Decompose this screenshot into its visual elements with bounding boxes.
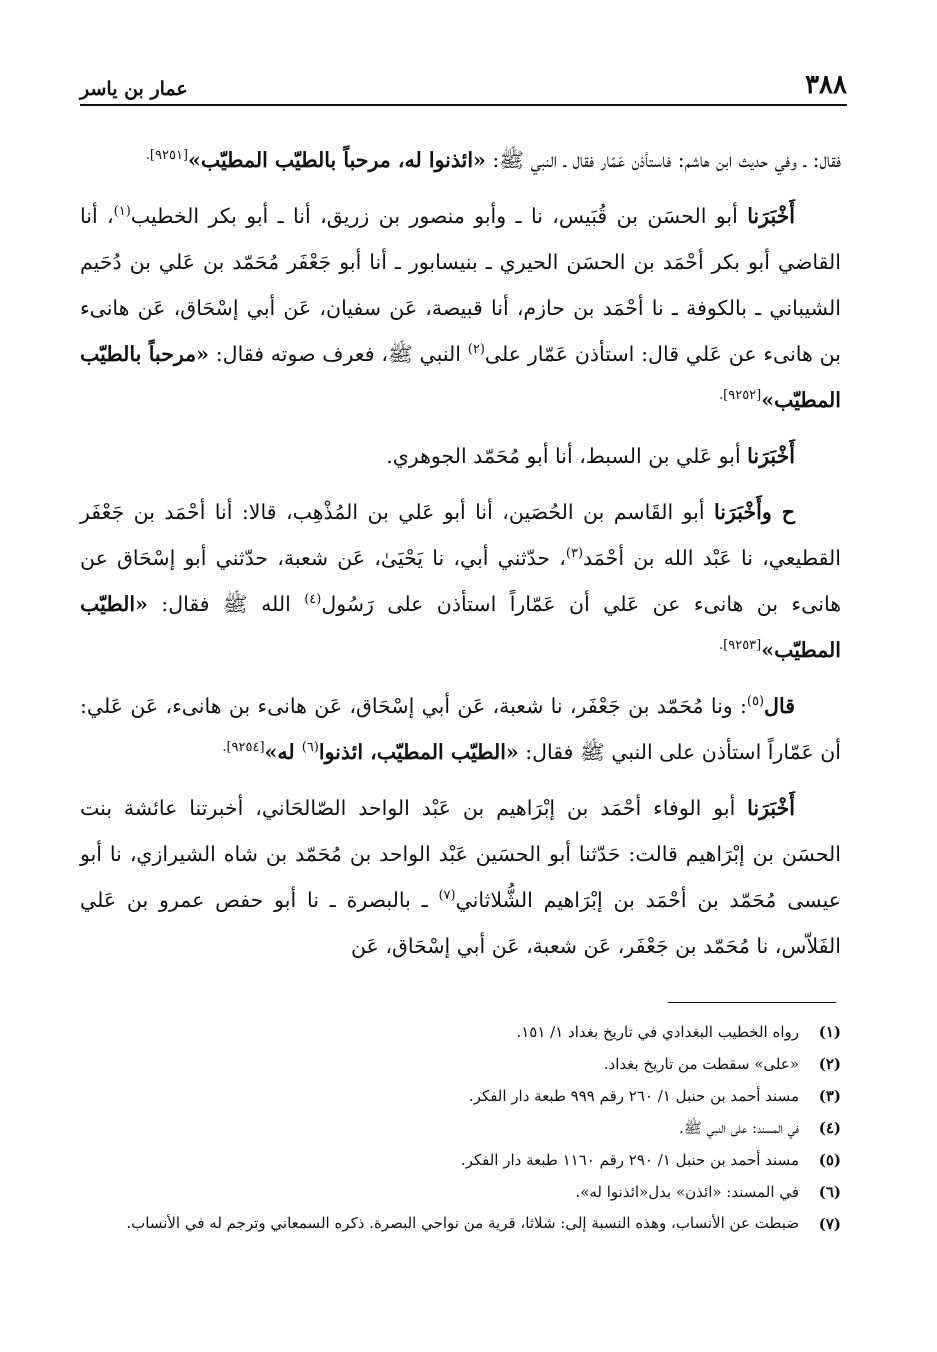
hadith-number: [٩٢٥١]. bbox=[145, 148, 189, 164]
hadith-number: [٩٢٥٢]. bbox=[719, 388, 762, 404]
footnote-number: (٧) bbox=[818, 1215, 841, 1233]
text-run: أبو الوفاء أحْمَد بن إبْرَاهيم بن عَبْد الواحد الصّالحَاني، أخبرتنا عائشة بنت الحسَن بن إبْرَاهيم قالت: حَدّثنا أبو الحسَين عَبْد الواحد بن مُحَمّد بن شاه الشيرازي، نا أبو عيسى مُحَمّد بن أحْمَد بن إبْرَاهيم الشُّلاثاني bbox=[80, 796, 842, 912]
running-title: عمار بن ياسر bbox=[80, 78, 188, 100]
footnote-number: (٣) bbox=[818, 1087, 841, 1105]
footnote-item bbox=[80, 1016, 841, 1048]
text-run: : ونا مُحَمّد بن جَعْفَر، نا شعبة، عَن أبي إسْحَاق، عَن هانىء بن هانىء، عَن عَلي: أن عَمّاراً استأذن على النبي ﷺ فقال: bbox=[80, 694, 841, 764]
text-run: ، أنا القاضي أبو بكر أحْمَد بن الحسَن الحيري ـ بنيسابور ـ أنا أبو جَعْفَر مُحَمّد بن عَلي بن دُحَيم الشيباني ـ بالكوفة ـ نا أحْمَد بن حازم، أنا قبيصة، عَن سفيان، عَن أبي إسْحَاق، عَن هانىء بن هانىء عن عَلي قال: استأذن عَمّار على bbox=[80, 204, 841, 366]
footnote-item bbox=[80, 1208, 841, 1240]
footnote-text: «على» سقطت من تاريخ بغداد. bbox=[603, 1055, 799, 1073]
hadith-quote: «مرحباً بالطيّب المطيّب» bbox=[80, 342, 841, 412]
main-text bbox=[80, 137, 841, 979]
footnote-text: ضبطت عن الأنساب، وهذه النسبة إلى: شلاثا، قرية من نواحي البصرة. ذكره السمعاني وترجم له في الأنساب. bbox=[126, 1214, 799, 1232]
footnote-text: في المسند: على النبي ﷺ. bbox=[678, 1119, 799, 1137]
footnote-ref-6: (٦) bbox=[301, 740, 319, 756]
text-run: ـ بالبصرة ـ نا أبو حفص عمرو بن عَلي الفَلاّس، نا مُحَمّد بن جَعْفَر، عَن شعبة، عَن أبي إسْحَاق، عَن bbox=[80, 888, 841, 958]
paragraph-2 bbox=[80, 193, 841, 423]
paragraph-1 bbox=[80, 137, 841, 183]
footnote-number: (٥) bbox=[818, 1151, 841, 1169]
footnote-number: (٢) bbox=[818, 1055, 841, 1073]
text-run: أبو الحسَن بن قُبَيس، نا ـ وأبو منصور بن زريق، أنا ـ أبو بكر الخطيب bbox=[130, 204, 748, 228]
footnote-item bbox=[80, 1144, 841, 1176]
footnote-number: (١) bbox=[818, 1023, 841, 1041]
hadith-number: [٩٢٥٤]. bbox=[222, 740, 265, 756]
footnote-ref-3: (٣) bbox=[565, 546, 584, 562]
hadith-quote-end: له» bbox=[264, 740, 302, 764]
footnote-item bbox=[80, 1176, 841, 1208]
hadith-quote: «ائذنوا له، مرحباً بالطيّب المطيّب» bbox=[188, 148, 486, 172]
text-run: ، حدّثني أبي، نا يَحْيَىٰ، عَن شعبة، حدّثني أبو إسْحَاق عن هانىء بن هانىء عن عَلي أن عَمّاراً استأذن على رَسُول bbox=[80, 546, 842, 616]
text-run: النبي ﷺ، فعرف صوته فقال: bbox=[208, 342, 468, 366]
footnotes bbox=[80, 1016, 841, 1240]
footnote-item bbox=[80, 1048, 841, 1080]
hadith-number: [٩٢٥٣]. bbox=[719, 638, 762, 654]
footnote-number: (٦) bbox=[818, 1183, 841, 1201]
page-header bbox=[80, 62, 847, 106]
text-run: الله ﷺ فقال: bbox=[147, 592, 305, 616]
footnote-ref-4: (٤) bbox=[304, 592, 322, 608]
footnote-text: في المسند: «ائذن» بدل«ائذنوا له». bbox=[575, 1183, 799, 1201]
text-run: فقال: ـ وفي حديث ابن هاشم: فاستأذن عَمّار فقال ـ النبي ﷺ: bbox=[485, 148, 841, 172]
footnote-ref-5: (٥) bbox=[746, 694, 765, 710]
paragraph-4 bbox=[80, 489, 841, 673]
footnote-text: مسند أحمد بن حنبل ١/ ٢٦٠ رقم ٩٩٩ طبعة دار الفكر. bbox=[468, 1087, 799, 1105]
hadith-quote: «الطيّب المطيّب، ائذنوا bbox=[318, 740, 519, 764]
footnote-item bbox=[80, 1112, 841, 1144]
paragraph-3 bbox=[80, 433, 841, 479]
footnote-ref-2: (٢) bbox=[467, 342, 485, 358]
narration-keyword: ح وأَخْبَرَنا bbox=[714, 500, 795, 524]
text-run: أبو القَاسم بن الحُصَين، أنا أبو عَلي بن المُذْهِب، قالا: أنا أحْمَد بن جَعْفَر القطيعي، نا عَبْد الله بن أحْمَد bbox=[80, 500, 841, 570]
footnote-text: مسند أحمد بن حنبل ١/ ٢٩٠ رقم ١١٦٠ طبعة دار الفكر. bbox=[460, 1151, 799, 1169]
narration-keyword: قال bbox=[764, 694, 795, 718]
paragraph-6 bbox=[80, 785, 841, 969]
narration-keyword: أَخْبَرَنا bbox=[747, 444, 795, 468]
text-run: أبو عَلي بن السبط، أنا أبو مُحَمّد الجوهري. bbox=[386, 444, 748, 468]
footnote-item bbox=[80, 1080, 841, 1112]
hadith-quote: «الطيّب المطيّب» bbox=[80, 592, 841, 662]
paragraph-5 bbox=[80, 683, 841, 775]
narration-keyword: أَخْبَرَنا bbox=[747, 204, 796, 228]
footnote-number: (٤) bbox=[818, 1119, 841, 1137]
footnote-divider bbox=[668, 1002, 836, 1003]
footnote-ref-1: (١) bbox=[113, 204, 131, 220]
footnote-text: رواه الخطيب البغدادي في تاريخ بغداد ١/ ١٥١. bbox=[516, 1023, 799, 1041]
narration-keyword: أَخْبَرَنا bbox=[747, 796, 795, 820]
footnote-ref-7: (٧) bbox=[438, 888, 456, 904]
page-number: ٣٨٨ bbox=[805, 70, 847, 100]
